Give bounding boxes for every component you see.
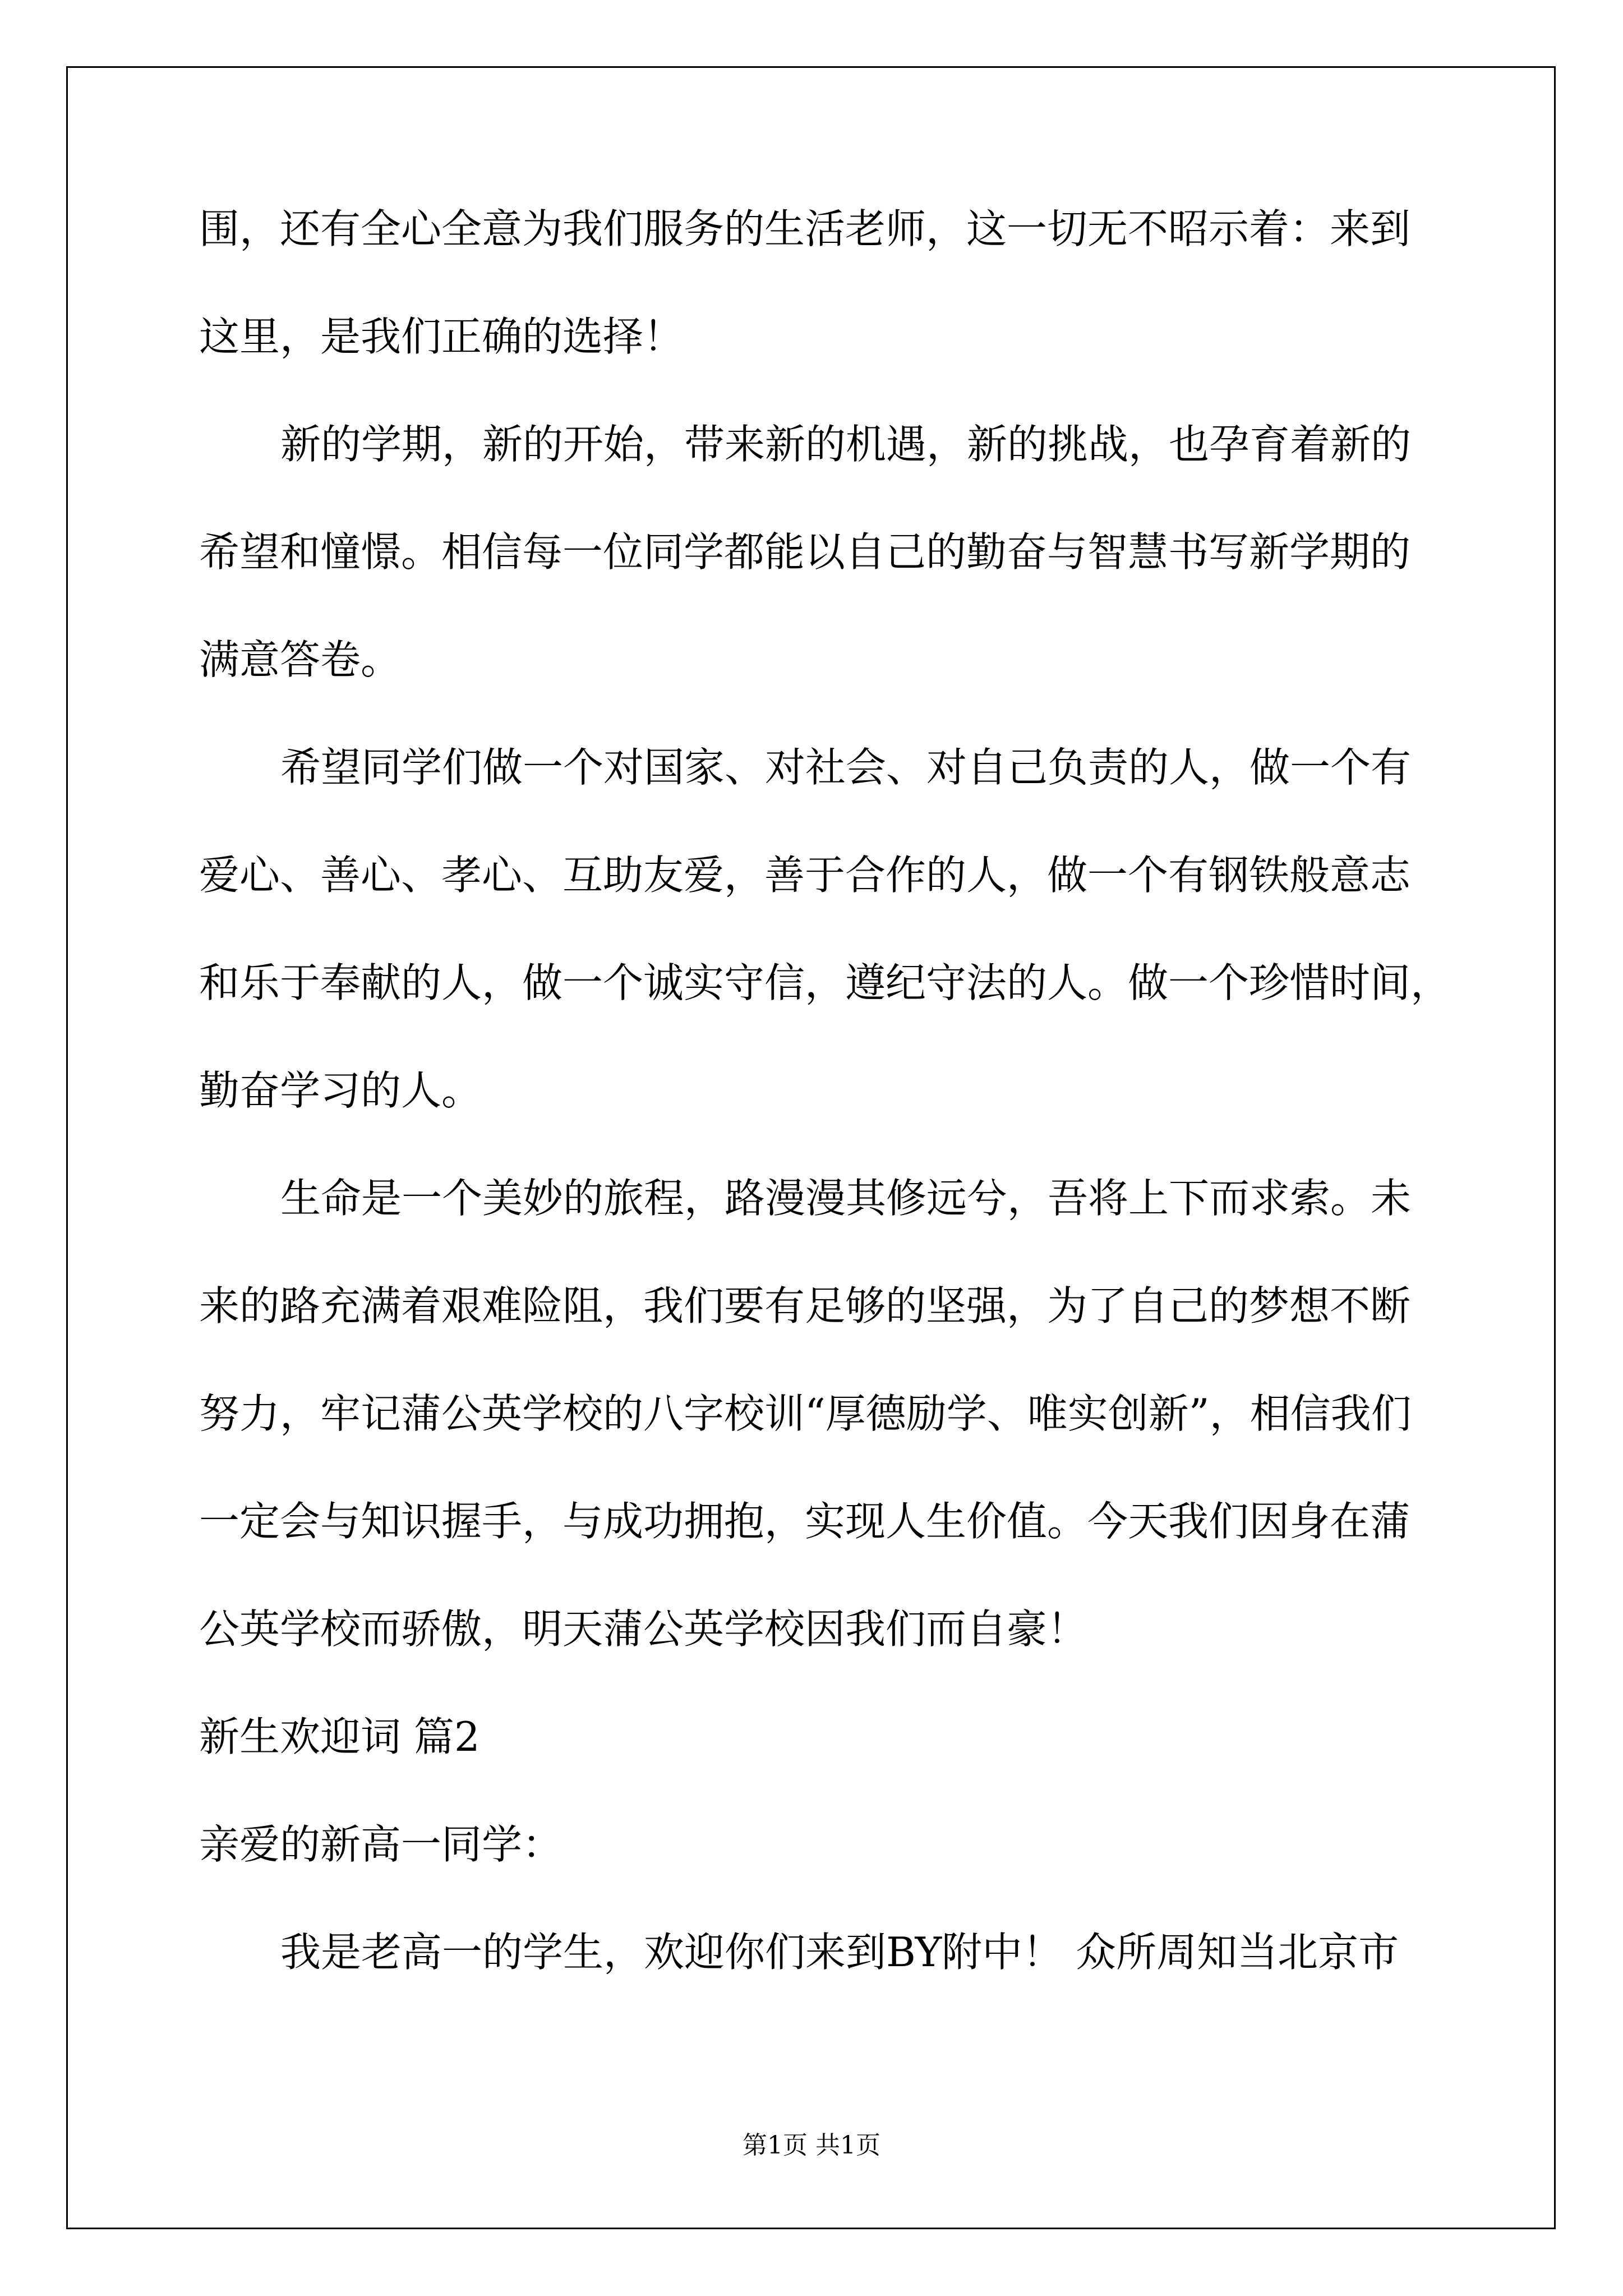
text-line: 围，还有全心全意为我们服务的生活老师，这一切无不昭示着：来到 <box>199 205 1411 252</box>
section-heading: 新生欢迎词 篇2 <box>199 1713 480 1760</box>
text-line: 一定会与知识握手，与成功拥抱，实现人生价值。今天我们因身在蒲 <box>199 1498 1411 1545</box>
text-line: 希望和憧憬。相信每一位同学都能以自己的勤奋与智慧书写新学期的 <box>199 528 1411 576</box>
salutation: 亲爱的新高一同学： <box>199 1821 563 1868</box>
page-footer: 第1页 共1页 <box>743 2131 880 2160</box>
paragraph-start-line: 希望同学们做一个对国家、对社会、对自己负责的人，做一个有 <box>280 744 1412 791</box>
paragraph-start-line: 我是老高一的学生，欢迎你们来到BY附中！ 众所周知当北京市 <box>280 1929 1399 1976</box>
paragraph-start-line: 新的学期，新的开始，带来新的机遇，新的挑战，也孕育着新的 <box>280 421 1412 468</box>
text-line: 爱心、善心、孝心、互助友爱，善于合作的人，做一个有钢铁般意志 <box>199 852 1411 899</box>
text-line: 和乐于奉献的人，做一个诚实守信，遵纪守法的人。做一个珍惜时间， <box>199 959 1451 1006</box>
paragraph-start-line: 生命是一个美妙的旅程，路漫漫其修远兮，吾将上下而求索。未 <box>280 1175 1412 1222</box>
text-line: 勤奋学习的人。 <box>199 1067 482 1114</box>
text-line: 努力，牢记蒲公英学校的八字校训“厚德励学、唯实创新”，相信我们 <box>199 1390 1412 1437</box>
text-line: 来的路充满着艰难险阻，我们要有足够的坚强，为了自己的梦想不断 <box>199 1282 1411 1329</box>
text-line: 满意答卷。 <box>199 636 402 683</box>
text-line: 这里，是我们正确的选择！ <box>199 313 684 360</box>
text-line: 公英学校而骄傲，明天蒲公英学校因我们而自豪！ <box>199 1605 1088 1653</box>
document-body <box>199 202 1451 2033</box>
